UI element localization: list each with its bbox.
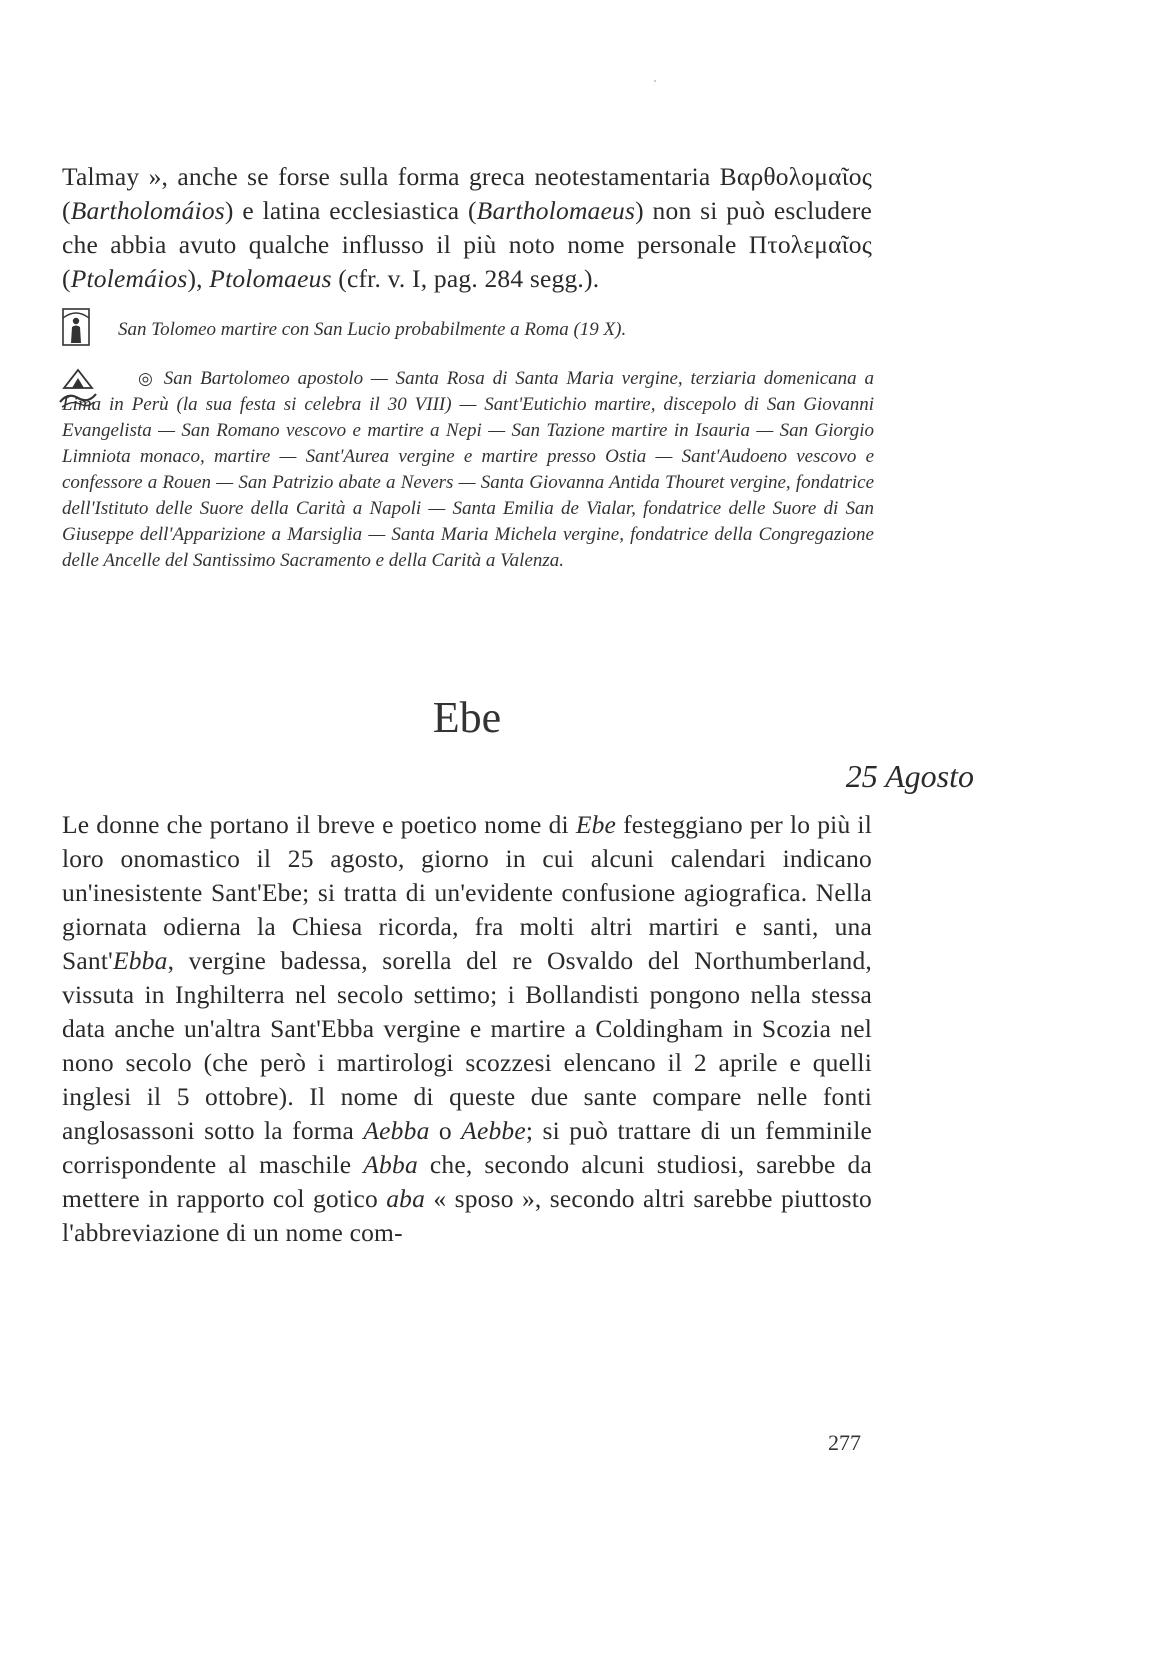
- body-text: Le donne che portano il breve e poetico nome di: [62, 810, 576, 839]
- intro-text: ) non si può escludere che abbia avuto qualche influsso il più noto nome personale Πτολεμαῖος (: [62, 196, 872, 293]
- intro-italic: Ptolemáios: [70, 264, 188, 293]
- page-number: 277: [828, 1430, 861, 1455]
- body-text: o: [429, 1116, 462, 1145]
- body-italic: Aebbe: [461, 1116, 526, 1145]
- body-text: , vergine badessa, sorella del re Osvaldo del Northumberland, vissuta in Inghilterra nel secolo settimo; i Bollandisti pongono nella stessa data anche un'altra Sant'Ebba vergine e martire a Coldingham in Scozia nel nono secolo (che però i martirologi scozzesi elencano il 2 aprile e quelli inglesi il 5 ottobre). Il nome di queste due sante compare nelle fonti anglosassoni sotto la forma: [62, 946, 872, 1145]
- intro-text: Talmay », anche se forse sulla forma greca neotestamentaria Βαρθολομαῖος (: [62, 162, 872, 225]
- circle-mark-icon: ◎: [138, 369, 156, 389]
- intro-text: ) e latina ecclesiastica (: [224, 196, 477, 225]
- body-paragraph: [62, 808, 872, 1250]
- body-italic: Ebba: [112, 946, 168, 975]
- note-saints-text: San Bartolomeo apostolo — Santa Rosa di Santa Maria vergine, terziaria domenicana a Lima in Perù (la sua festa si celebra il 30 VIII) — Sant'Eutichio martire, discepolo di San Giovanni Evangelista — San Romano vescovo e martire a Nepi — San Tazione martire in Isauria — San Giorgio Limniota monaco, martire — Sant'Aurea vergine e martire presso Ostia — Sant'Audoeno vescovo e confessore a Rouen — San Patrizio abate a Nevers — Santa Giovanna Antida Thouret vergine, fondatrice dell'Istituto delle Suore della Carità a Napoli — Santa Emilia de Vialar, fondatrice delle Suore di San Giuseppe dell'Apparizione a Marsiglia — Santa Maria Michela vergine, fondatrice della Congregazione delle Ancelle del Santissimo Sacramento e della Carità a Valenza.: [62, 368, 874, 571]
- entry-date: 25 Agosto: [845, 758, 974, 794]
- intro-text: (cfr. v. I, pag. 284 segg.).: [331, 264, 600, 293]
- body-italic: Aebba: [363, 1116, 430, 1145]
- body-text: « sposo », secondo altri sarebbe piuttosto l'abbreviazione di un nome com-: [62, 1184, 873, 1247]
- note-tolomeo: [62, 317, 874, 343]
- intro-text: ),: [187, 264, 210, 293]
- body-italic: Ebe: [575, 810, 617, 839]
- note-tolomeo-text: San Tolomeo martire con San Lucio probabilmente a Roma (19 X).: [118, 319, 627, 340]
- entry-title: Ebe: [432, 693, 502, 742]
- intro-italic: Bartholomáios: [70, 196, 225, 225]
- body-italic: aba: [386, 1184, 426, 1213]
- intro-paragraph: [62, 160, 872, 296]
- body-italic: Abba: [363, 1150, 418, 1179]
- note-saints: [62, 366, 874, 574]
- intro-italic: Bartholomaeus: [476, 196, 636, 225]
- body-text: ; si può trattare di un femminile corrispondente al maschile: [62, 1116, 872, 1179]
- body-text: festeggiano per lo più il loro onomastico il 25 agosto, giorno in cui alcuni calendari indicano un'inesistente Sant'Ebe; si tratta di un'evidente confusione agiografica. Nella giornata odierna la Chiesa ricorda, fra molti altri martiri e santi, una Sant': [62, 810, 872, 975]
- body-text: che, secondo alcuni studiosi, sarebbe da mettere in rapporto col gotico: [62, 1150, 872, 1213]
- paper-speck: [654, 80, 656, 82]
- intro-italic: Ptolomaeus: [209, 264, 332, 293]
